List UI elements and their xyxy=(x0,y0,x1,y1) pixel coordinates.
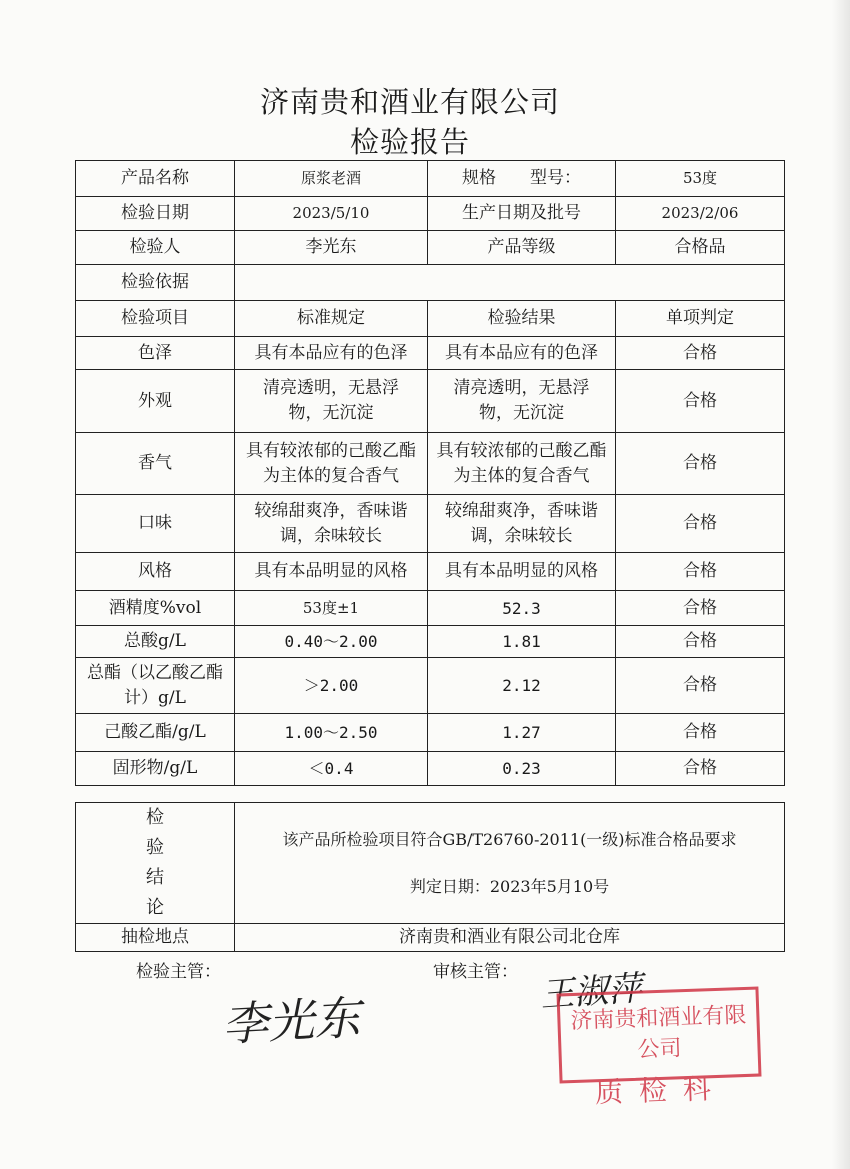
row-standard: 具有较浓郁的己酸乙酯为主体的复合香气 xyxy=(235,433,428,495)
row-verdict: 合格 xyxy=(616,433,785,495)
column-header-row xyxy=(76,301,785,337)
row-standard: ＜0.4 xyxy=(235,752,428,786)
row-verdict: 合格 xyxy=(616,658,785,714)
inspector-value: 李光东 xyxy=(235,231,428,265)
conclusion-label-char: 论 xyxy=(146,897,164,918)
reviewer-signature: 王淑萍 xyxy=(538,968,644,1016)
col-header-item: 检验项目 xyxy=(76,301,235,337)
basis-label: 检验依据 xyxy=(76,265,235,301)
basis-value xyxy=(235,265,785,301)
table-row xyxy=(76,658,785,714)
row-result: 清亮透明，无悬浮物，无沉淀 xyxy=(428,370,616,433)
table-row xyxy=(76,337,785,370)
row-result: 具有本品应有的色泽 xyxy=(428,337,616,370)
row-result: 52.3 xyxy=(428,591,616,626)
row-standard: 较绵甜爽净，香味谐调，余味较长 xyxy=(235,495,428,553)
row-standard: 清亮透明，无悬浮物，无沉淀 xyxy=(235,370,428,433)
stamp-department: 质检科 xyxy=(594,1071,728,1110)
row-standard: ＞2.00 xyxy=(235,658,428,714)
table-row xyxy=(76,626,785,658)
row-verdict: 合格 xyxy=(616,553,785,591)
inspector-label: 检验人 xyxy=(76,231,235,265)
row-verdict: 合格 xyxy=(616,591,785,626)
info-row xyxy=(76,265,785,301)
info-row xyxy=(76,231,785,265)
inspection-table xyxy=(75,160,785,786)
col-header-result: 检验结果 xyxy=(428,301,616,337)
grade-value: 合格品 xyxy=(616,231,785,265)
conclusion-label-char: 检 xyxy=(146,807,164,828)
row-result: 具有较浓郁的己酸乙酯为主体的复合香气 xyxy=(428,433,616,495)
inspector-supervisor-label: 检验主管： xyxy=(136,962,221,982)
row-verdict: 合格 xyxy=(616,626,785,658)
row-result: 具有本品明显的风格 xyxy=(428,553,616,591)
row-item: 己酸乙酯/g/L xyxy=(76,714,235,752)
reviewer-label: 审核主管： xyxy=(433,962,518,982)
row-item: 总酯（以乙酸乙酯计）g/L xyxy=(76,658,235,714)
row-verdict: 合格 xyxy=(616,495,785,553)
row-result: 1.27 xyxy=(428,714,616,752)
row-result: 0.23 xyxy=(428,752,616,786)
table-row xyxy=(76,495,785,553)
table-row xyxy=(76,433,785,495)
table-row xyxy=(76,714,785,752)
location-value: 济南贵和酒业有限公司北仓库 xyxy=(235,924,785,952)
company-title: 济南贵和酒业有限公司 xyxy=(259,85,560,119)
row-item: 口味 xyxy=(76,495,235,553)
col-header-verdict: 单项判定 xyxy=(616,301,785,337)
department-stamp xyxy=(556,987,761,1110)
info-row xyxy=(76,197,785,231)
row-verdict: 合格 xyxy=(616,337,785,370)
row-item: 风格 xyxy=(76,553,235,591)
conclusion-text: 该产品所检验项目符合GB/T26760-2011(一级)标准合格品要求 xyxy=(282,830,737,849)
row-verdict: 合格 xyxy=(616,714,785,752)
location-label: 抽检地点 xyxy=(76,924,235,952)
row-item: 色泽 xyxy=(76,337,235,370)
prod-date-value: 2023/2/06 xyxy=(616,197,785,231)
test-date-value: 2023/5/10 xyxy=(235,197,428,231)
col-header-standard: 标准规定 xyxy=(235,301,428,337)
conclusion-label-char: 结 xyxy=(146,867,164,888)
test-date-label: 检验日期 xyxy=(76,197,235,231)
row-item: 香气 xyxy=(76,433,235,495)
spec-value: 53度 xyxy=(616,161,785,197)
row-verdict: 合格 xyxy=(616,370,785,433)
row-verdict: 合格 xyxy=(616,752,785,786)
row-item: 外观 xyxy=(76,370,235,433)
conclusion-label xyxy=(76,803,235,924)
conclusion-table xyxy=(75,802,785,952)
conclusion-date: 判定日期：2023年5月10号 xyxy=(409,877,610,896)
row-result: 2.12 xyxy=(428,658,616,714)
row-standard: 具有本品明显的风格 xyxy=(235,553,428,591)
spec-label: 规格 型号： xyxy=(428,161,616,197)
product-name-value: 原浆老酒 xyxy=(235,161,428,197)
conclusion-label-char: 验 xyxy=(146,837,164,858)
row-standard: 53度±1 xyxy=(235,591,428,626)
location-row xyxy=(76,924,785,952)
table-row xyxy=(76,553,785,591)
row-result: 较绵甜爽净，香味谐调，余味较长 xyxy=(428,495,616,553)
grade-label: 产品等级 xyxy=(428,231,616,265)
report-title: 检验报告 xyxy=(349,125,470,159)
page-edge-shadow xyxy=(832,0,850,1169)
conclusion-row xyxy=(76,803,785,924)
row-standard: 具有本品应有的色泽 xyxy=(235,337,428,370)
table-row xyxy=(76,370,785,433)
info-row xyxy=(76,161,785,197)
prod-date-label: 生产日期及批号 xyxy=(428,197,616,231)
conclusion-content xyxy=(235,803,785,924)
row-standard: 1.00～2.50 xyxy=(235,714,428,752)
stamp-company: 济南贵和酒业有限公司 xyxy=(570,1002,747,1063)
row-standard: 0.40～2.00 xyxy=(235,626,428,658)
table-row xyxy=(76,591,785,626)
row-item: 总酸g/L xyxy=(76,626,235,658)
row-result: 1.81 xyxy=(428,626,616,658)
row-item: 酒精度%vol xyxy=(76,591,235,626)
table-row xyxy=(76,752,785,786)
product-name-label: 产品名称 xyxy=(76,161,235,197)
inspector-supervisor-signature: 李光东 xyxy=(220,990,362,1052)
row-item: 固形物/g/L xyxy=(76,752,235,786)
